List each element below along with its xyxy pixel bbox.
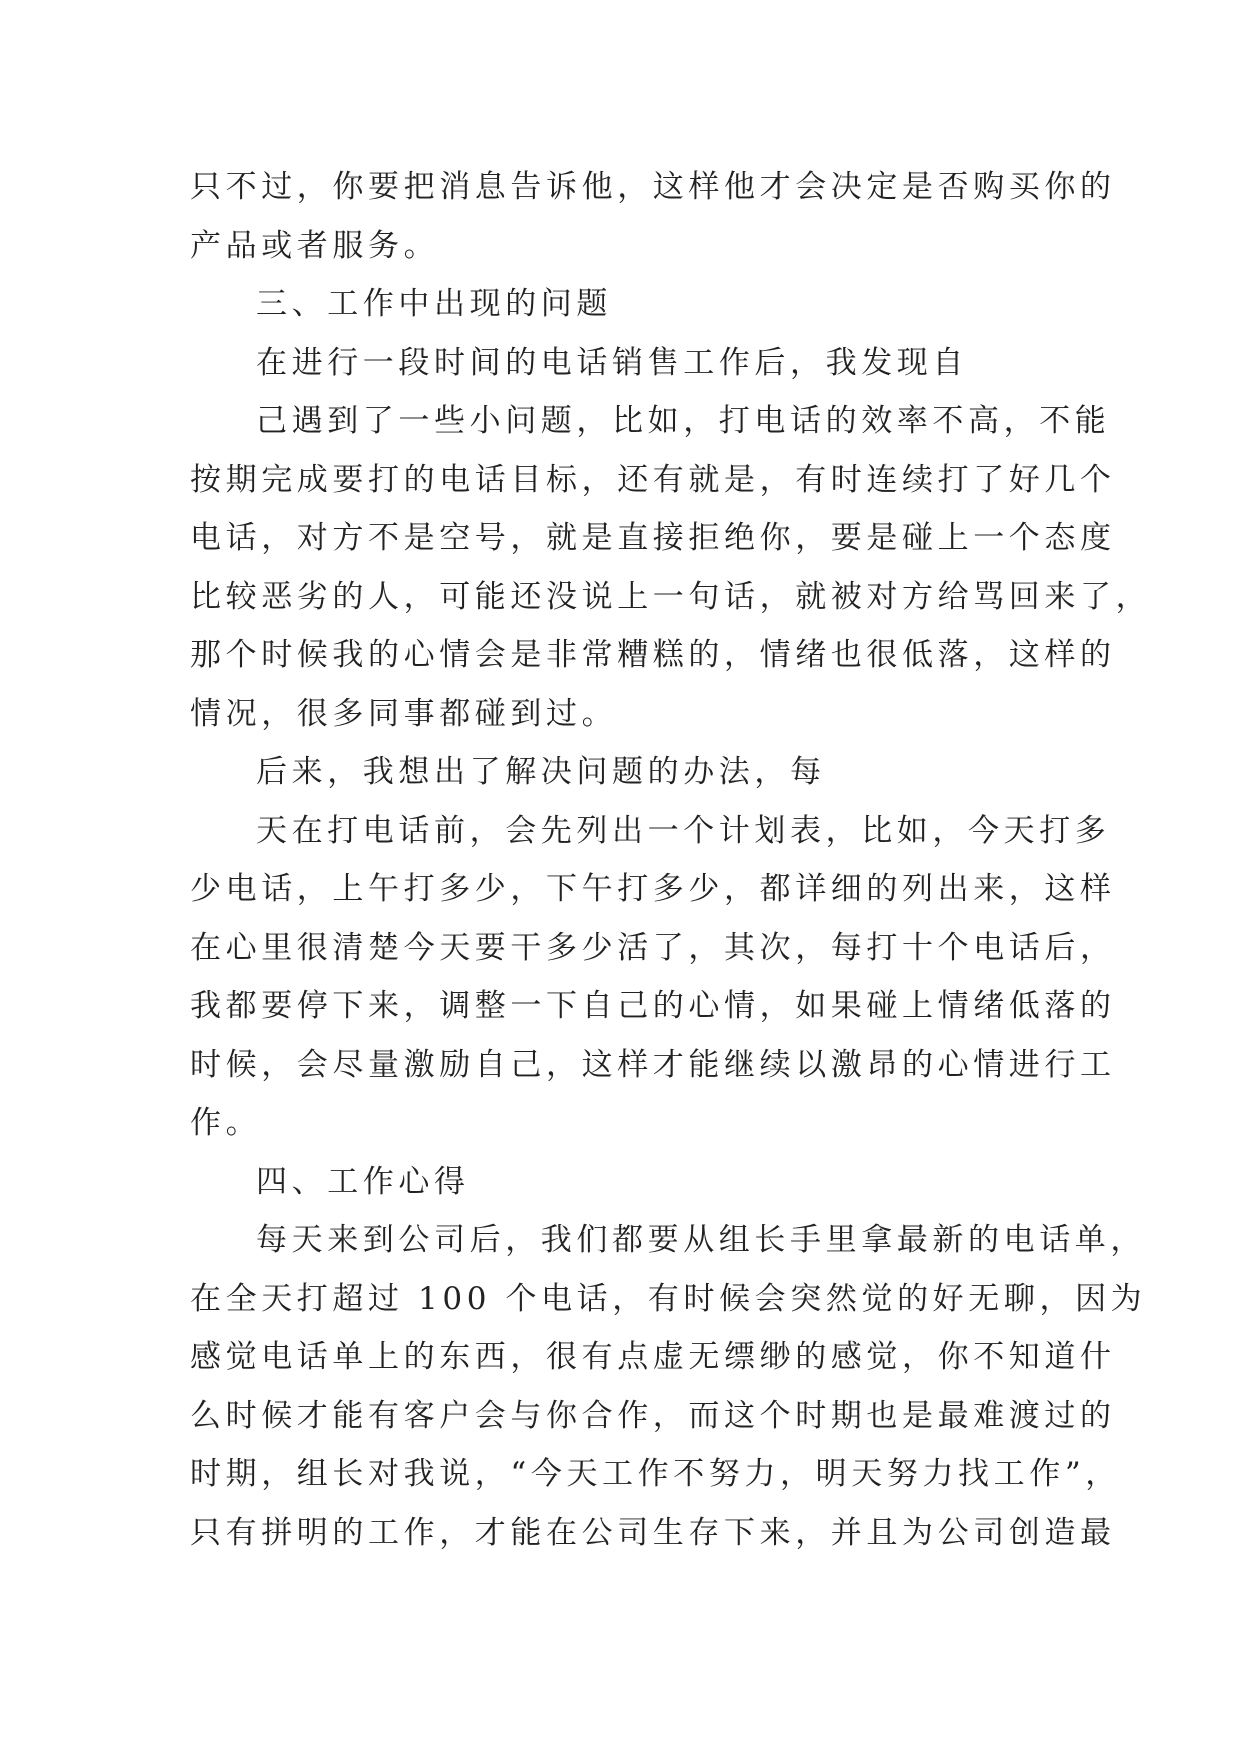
text-line: 情况，很多同事都碰到过。: [190, 695, 618, 732]
text-line: 每天来到公司后，我们都要从组长手里拿最新的电话单，: [256, 1222, 1146, 1258]
text-line: 己遇到了一些小问题，比如，打电话的效率不高，不能: [256, 403, 1111, 439]
document-body: [190, 158, 1152, 1562]
text-line: 么时候才能有客户会与你合作，而这个时期也是最难渡过的: [190, 1397, 1116, 1434]
text-line: 只有拼明的工作，才能在公司生存下来，并且为公司创造最: [190, 1514, 1116, 1551]
text-line: 后来，我想出了解决问题的办法，每: [256, 754, 826, 790]
text-line: 时候，会尽量激励自己，这样才能继续以激昂的心情进行工: [190, 1046, 1116, 1083]
text-line: 那个时候我的心情会是非常糟糕的，情绪也很低落，这样的: [190, 637, 1116, 673]
text-line: 作。: [190, 1105, 262, 1141]
text-line: 在全天打超过 100 个电话，有时候会突然觉的好无聊，因为: [190, 1280, 1147, 1317]
text-line: 只不过，你要把消息告诉他，这样他才会决定是否购买你的: [190, 169, 1116, 205]
text-line: 感觉电话单上的东西，很有点虚无缥缈的感觉，你不知道什: [190, 1339, 1116, 1375]
text-line: 少电话，上午打多少，下午打多少，都详细的列出来，这样: [190, 871, 1116, 907]
text-line: 在进行一段时间的电话销售工作后，我发现自: [256, 344, 968, 381]
section-heading: 三、工作中出现的问题: [256, 286, 612, 322]
text-line: 比较恶劣的人，可能还没说上一句话，就被对方给骂回来了，: [190, 578, 1152, 615]
text-line: 按期完成要打的电话目标，还有就是，有时连续打了好几个: [190, 461, 1116, 498]
text-line: 在心里很清楚今天要干多少活了，其次，每打十个电话后，: [190, 929, 1116, 966]
text-line: 我都要停下来，调整一下自己的心情，如果碰上情绪低落的: [190, 988, 1116, 1024]
text-line: 时期，组长对我说，“今天工作不努力，明天努力找工作”，: [190, 1456, 1121, 1492]
text-line: 电话，对方不是空号，就是直接拒绝你，要是碰上一个态度: [190, 520, 1116, 556]
section-heading: 四、工作心得: [256, 1163, 470, 1200]
text-line: 天在打电话前，会先列出一个计划表，比如，今天打多: [256, 812, 1111, 849]
text-line: 产品或者服务。: [190, 227, 440, 264]
